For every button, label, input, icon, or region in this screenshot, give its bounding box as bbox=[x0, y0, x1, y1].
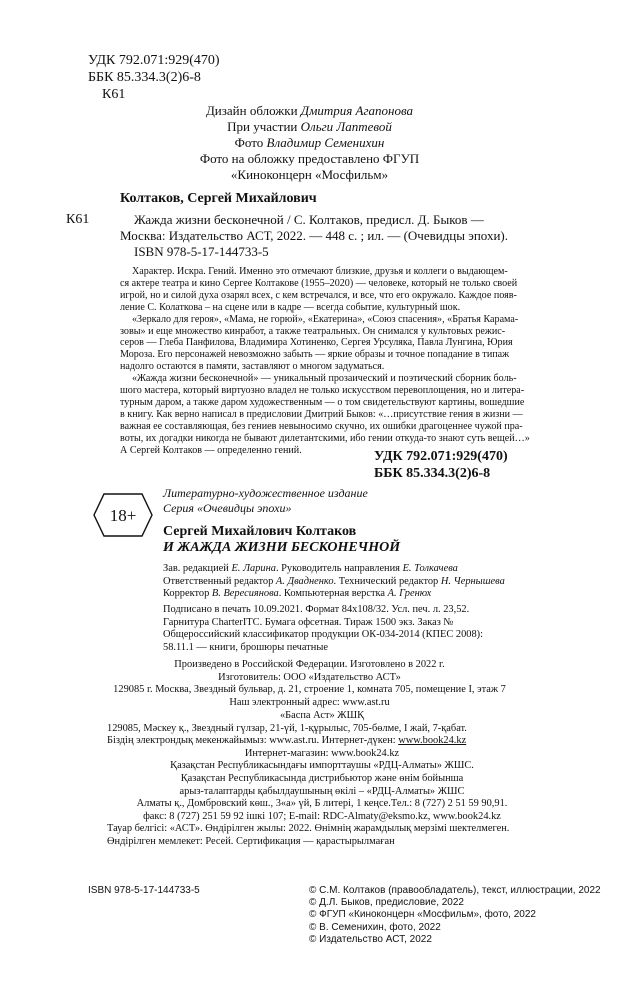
manufacture-line: Наш электронный адрес: www.ast.ru bbox=[229, 696, 390, 708]
bibliographic-record bbox=[120, 212, 508, 260]
print-details bbox=[163, 604, 483, 655]
manufacture-line: Произведено в Российской Федерации. Изготовлено в 2022 г. bbox=[174, 659, 445, 670]
kaz-line: Біздің электрондық мекенжайымыз: www.ast.ru. Интернет-дүкен: www.book24.kz bbox=[107, 735, 467, 747]
copyright-line: © ФГУП «Киноконцерн «Мосфильм», фото, 2022 bbox=[309, 909, 536, 921]
editorial-line: Корректор В. Вересиянова. Компьютерная верстка А. Гренюх bbox=[163, 588, 432, 600]
annotation-line: серов — Глеба Панфилова, Владимира Хотиненко, Сергея Урсуляка, Павла Лунгина, Юрия bbox=[120, 337, 513, 349]
kaz-line: Қазақстан Республикасында дистрибьютор және өнім бойынша bbox=[180, 772, 464, 784]
manufacturer-info bbox=[0, 659, 619, 709]
annotation-line: игрой, но и силой духа озарял всех, с кем встречался, и все, что его окружало. Каждое появ- bbox=[120, 289, 517, 301]
biblio-isbn-line: ISBN 978-5-17-144733-5 bbox=[134, 244, 269, 259]
kaz-line: факс: 8 (727) 251 59 92 ішкі 107; E-mail: RDC-Almaty@eksmo.kz, www.book24.kz bbox=[143, 810, 501, 822]
age-rating-badge bbox=[93, 493, 153, 537]
annotation-line: турным даром, а также даром художественным — о том свидетельствуют картины, вошедшие bbox=[120, 396, 525, 408]
kaz-line: «Баспа Аст» ЖШҚ bbox=[279, 710, 365, 721]
author-heading: Колтаков, Сергей Михайлович bbox=[120, 191, 317, 206]
bbk-code: ББК 85.334.3(2)6-8 bbox=[374, 466, 491, 481]
udk-classification-right bbox=[374, 448, 508, 482]
biblio-publisher-line: Москва: Издательство АСТ, 2022. — 448 с. ; ил. — (Очевидцы эпохи). bbox=[120, 228, 509, 243]
editorial-line: Ответственный редактор А. Двадненко. Технический редактор Н. Чернышева bbox=[163, 575, 505, 587]
copyright-line: © Д.Л. Быков, предисловие, 2022 bbox=[309, 897, 464, 909]
kaz-line: Алматы қ., Домбровский көш., 3«а» үй, Б литері, 1 кеңсе.Тел.: 8 (727) 2 51 59 90,91. bbox=[136, 798, 508, 810]
cover-photo-credit: Фото на обложку предоставлено ФГУП bbox=[199, 151, 420, 166]
print-line: Общероссийский классификатор продукции ОК-034-2014 (КПЕС 2008): bbox=[163, 629, 484, 641]
editorial-credits bbox=[163, 563, 505, 601]
kaz-line: Тауар белгісі: «АСТ». Өндірілген жылы: 2022. Өнімнің жарамдылық мерзімі шектелмеген. bbox=[107, 823, 510, 835]
photo-credit: Фото Владимир Семенихин bbox=[234, 135, 385, 150]
udk-code: УДК 792.071:929(470) bbox=[374, 449, 508, 464]
cover-design-credit: Дизайн обложки Дмитрия Агапонова bbox=[205, 103, 414, 118]
author-name: Сергей Михайлович Колтаков bbox=[163, 524, 357, 539]
annotation-line: в книгу. Как верно написал в предисловии Дмитрий Быков: «…присутствие гения в жизни — bbox=[120, 408, 523, 420]
annotation-line: Характер. Искра. Гений. Именно это отмечают близкие, друзья и коллеги о выдающем- bbox=[132, 266, 508, 277]
bbk-code: ББК 85.334.3(2)6-8 bbox=[88, 70, 201, 85]
age-rating-text: 18+ bbox=[109, 506, 137, 525]
annotation-line: зовы» и еще множество кинработ, а также театральных. Он снимался у культовых режис- bbox=[120, 325, 506, 337]
author-mark-side: К61 bbox=[66, 212, 90, 227]
kaz-line: 129085, Мәскеу қ., Звездный гүлзар, 21-үй, 1-құрылыс, 705-бөлме, I жай, 7-қабат. bbox=[107, 722, 467, 734]
book24-link[interactable]: www.book24.kz bbox=[398, 735, 467, 747]
print-line: Подписано в печать 10.09.2021. Формат 84x108/32. Усл. печ. л. 23,52. bbox=[163, 604, 470, 615]
annotation-line: шого мастера, который виртуозно владел не только искусством перевоплощения, но и литера- bbox=[120, 385, 525, 397]
kaz-line: Интернет-магазин: www.book24.kz bbox=[244, 747, 400, 759]
kazakh-importer-info bbox=[107, 710, 537, 849]
annotation-line: Мороза. Его персонажей невозможно забыть — яркие образы и точное попадание в типаж bbox=[120, 349, 510, 361]
author-mark: К61 bbox=[102, 87, 126, 102]
editorial-line: Зав. редакцией Е. Ларина. Руководитель направления Е. Толкачева bbox=[163, 563, 458, 574]
isbn-bottom: ISBN 978-5-17-144733-5 bbox=[88, 885, 200, 896]
copyright-line: © С.М. Колтаков (правообладатель), текст, иллюстрации, 2022 bbox=[309, 885, 601, 896]
udk-classification-top bbox=[88, 52, 220, 103]
series-name: Серия «Очевидцы эпохи» bbox=[163, 501, 292, 515]
udk-code: УДК 792.071:929(470) bbox=[88, 53, 220, 68]
design-credits bbox=[0, 103, 619, 183]
manufacture-line: Изготовитель: ООО «Издательство АСТ» bbox=[218, 671, 401, 683]
annotation-line: «Жажда жизни бесконечной» — уникальный прозаический и поэтический сборник боль- bbox=[132, 373, 517, 385]
book-title: И ЖАЖДА ЖИЗНИ БЕСКОНЕЧНОЙ bbox=[163, 540, 401, 555]
edition-type: Литературно-художественное издание bbox=[163, 486, 368, 500]
print-line: Гарнитура CharterITC. Бумага офсетная. Тираж 1500 экз. Заказ № bbox=[163, 616, 454, 628]
annotation-line: надолго остаются в памяти, заставляют о многом задуматься. bbox=[120, 361, 385, 373]
annotation-line: ление С. Колаткова – на сцене или в кадре — всегда событие, культурный шок. bbox=[120, 301, 461, 313]
mosfilm-credit: «Киноконцерн «Мосфильм» bbox=[230, 167, 389, 182]
annotation bbox=[120, 266, 550, 457]
manufacture-line: 129085 г. Москва, Звездный бульвар, д. 21, строение 1, комната 705, помещение I, этаж 7 bbox=[113, 684, 506, 696]
annotation-line: важная ее составляющая, без гениев невыносимо скучно, их ошибки драгоценнее чужой пра- bbox=[120, 420, 523, 432]
kaz-line: Қазақстан Республикасындағы импорттаушы «РДЦ-Алматы» ЖШС. bbox=[170, 760, 474, 772]
annotation-line: воты, их догадки никогда не бывают дилетантскими, ибо гении откуда-то знают суть вещей…» bbox=[120, 432, 530, 444]
participation-credit: При участии Ольги Лаптевой bbox=[227, 119, 392, 134]
annotation-line: ся актере театра и кино Сергее Колтакове (1955–2020) — человеке, который не только своей bbox=[120, 277, 518, 289]
print-line: 58.11.1 — книги, брошюры печатные bbox=[163, 642, 328, 654]
annotation-line: А Сергей Колтаков — определенно гений. bbox=[120, 444, 302, 456]
copyright-notices bbox=[309, 885, 601, 946]
kaz-line: арыз-талаптарды қабылдаушының өкілі – «РДЦ-Алматы» ЖШС bbox=[179, 785, 465, 797]
biblio-title-line: Жажда жизни бесконечной / С. Колтаков, предисл. Д. Быков — bbox=[134, 212, 484, 227]
annotation-line: «Зеркало для героя», «Мама, не горюй», «Екатерина», «Союз спасения», «Братья Карама- bbox=[132, 313, 519, 325]
copyright-line: © В. Семенихин, фото, 2022 bbox=[309, 921, 441, 933]
copyright-line: © Издательство АСТ, 2022 bbox=[309, 933, 432, 945]
kaz-line: Өндірілген мемлекет: Ресей. Сертификация — қарастырылмаған bbox=[107, 835, 395, 847]
